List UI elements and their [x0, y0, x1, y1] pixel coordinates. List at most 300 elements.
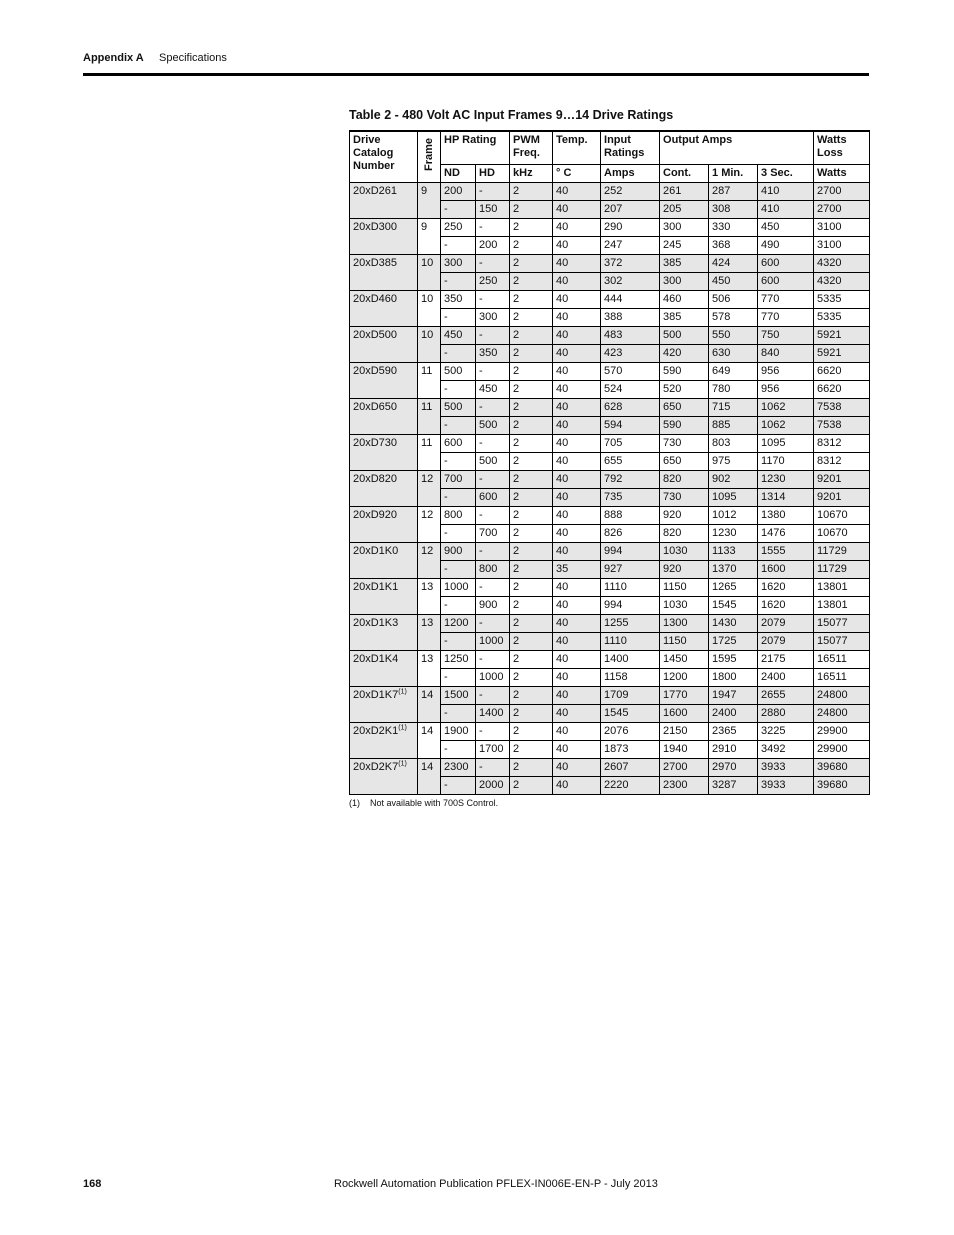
table-cell: 2000	[476, 777, 510, 795]
table-cell: 40	[553, 363, 601, 381]
table-cell: 2700	[814, 183, 870, 201]
table-cell: 500	[441, 363, 476, 381]
table-cell: 730	[660, 435, 709, 453]
table-cell: 2076	[601, 723, 660, 741]
table-cell: 888	[601, 507, 660, 525]
table-cell: 40	[553, 219, 601, 237]
table-cell: 1095	[758, 435, 814, 453]
table-row	[350, 363, 870, 381]
table-cell: 2400	[709, 705, 758, 723]
table-cell: 1770	[660, 687, 709, 705]
table-cell: -	[441, 669, 476, 687]
table-cell: 1030	[660, 597, 709, 615]
cell-frame: 12	[418, 471, 441, 507]
table-cell: 570	[601, 363, 660, 381]
table-cell: 13801	[814, 579, 870, 597]
col-header-temp: Temp.	[553, 131, 601, 165]
table-cell: 2607	[601, 759, 660, 777]
cell-frame: 11	[418, 435, 441, 471]
table-cell: 600	[476, 489, 510, 507]
table-cell: -	[476, 723, 510, 741]
table-cell: 700	[476, 525, 510, 543]
table-cell: -	[476, 435, 510, 453]
table-cell: 975	[709, 453, 758, 471]
table-cell: -	[441, 777, 476, 795]
table-cell: 9201	[814, 489, 870, 507]
table-cell: 300	[441, 255, 476, 273]
table-cell: 40	[553, 255, 601, 273]
cell-catalog: 20xD1K1	[350, 579, 418, 615]
table-cell: 11729	[814, 543, 870, 561]
cell-catalog: 20xD2K1$^{(1)}$	[350, 723, 418, 759]
table-cell: 2	[510, 777, 553, 795]
table-cell: -	[441, 705, 476, 723]
col-header-frame: Frame	[418, 131, 441, 183]
table-cell: 2	[510, 345, 553, 363]
table-cell: 10670	[814, 525, 870, 543]
table-cell: 1110	[601, 579, 660, 597]
table-cell: 290	[601, 219, 660, 237]
table-cell: 1062	[758, 399, 814, 417]
table-cell: 9201	[814, 471, 870, 489]
table-cell: 700	[441, 471, 476, 489]
table-cell: 1158	[601, 669, 660, 687]
table-cell: 1400	[476, 705, 510, 723]
table-cell: 578	[709, 309, 758, 327]
cell-frame: 9	[418, 219, 441, 255]
table-cell: 2	[510, 201, 553, 219]
table-cell: -	[441, 381, 476, 399]
table-cell: 330	[709, 219, 758, 237]
table-cell: 2	[510, 255, 553, 273]
cell-catalog: 20xD385	[350, 255, 418, 291]
table-row	[350, 183, 870, 201]
cell-catalog: 20xD1K0	[350, 543, 418, 579]
cell-frame: 14	[418, 759, 441, 795]
footnote-number: (1)	[349, 798, 360, 808]
table-cell: 994	[601, 543, 660, 561]
cell-frame: 10	[418, 291, 441, 327]
table-cell: 5921	[814, 345, 870, 363]
footnote-ref: (1)	[398, 724, 407, 732]
table-body	[350, 183, 870, 795]
table-cell: 4320	[814, 255, 870, 273]
table-cell: 5921	[814, 327, 870, 345]
table-cell: 956	[758, 363, 814, 381]
cell-frame: 12	[418, 543, 441, 579]
cell-catalog: 20xD920	[350, 507, 418, 543]
table-cell: -	[476, 471, 510, 489]
table-cell: 2400	[758, 669, 814, 687]
table-cell: 1150	[660, 579, 709, 597]
table-cell: -	[476, 183, 510, 201]
table-cell: 1873	[601, 741, 660, 759]
col-header-3sec: 3 Sec.	[758, 165, 814, 183]
table-cell: 308	[709, 201, 758, 219]
cell-catalog: 20xD261	[350, 183, 418, 219]
footnote-ref: (1)	[398, 688, 407, 696]
table-cell: 1545	[709, 597, 758, 615]
table-cell: 2	[510, 723, 553, 741]
table-cell: 1620	[758, 579, 814, 597]
table-cell: 10670	[814, 507, 870, 525]
table-cell: 40	[553, 741, 601, 759]
table-cell: 1600	[758, 561, 814, 579]
cell-catalog: 20xD300	[350, 219, 418, 255]
table-cell: 15077	[814, 633, 870, 651]
table-cell: 450	[758, 219, 814, 237]
table-cell: -	[476, 615, 510, 633]
section-label: Specifications	[159, 52, 227, 64]
table-cell: -	[476, 399, 510, 417]
table-cell: 2	[510, 633, 553, 651]
table-cell: 40	[553, 201, 601, 219]
table-cell: 40	[553, 759, 601, 777]
table-cell: 207	[601, 201, 660, 219]
table-cell: 800	[476, 561, 510, 579]
table-cell: 4320	[814, 273, 870, 291]
table-cell: -	[441, 273, 476, 291]
table-cell: 770	[758, 309, 814, 327]
table-cell: 40	[553, 399, 601, 417]
table-cell: 649	[709, 363, 758, 381]
table-cell: 40	[553, 705, 601, 723]
table-cell: 2700	[660, 759, 709, 777]
table-cell: 600	[758, 273, 814, 291]
col-header-output: Output Amps	[660, 131, 814, 165]
table-cell: 927	[601, 561, 660, 579]
table-cell: 39680	[814, 777, 870, 795]
table-cell: 2300	[441, 759, 476, 777]
table-cell: 444	[601, 291, 660, 309]
header-rule	[83, 73, 869, 76]
cell-frame: 14	[418, 687, 441, 723]
table-cell: -	[441, 309, 476, 327]
table-cell: 1230	[758, 471, 814, 489]
cell-frame: 10	[418, 255, 441, 291]
table-cell: -	[441, 345, 476, 363]
table-cell: 350	[476, 345, 510, 363]
cell-frame: 13	[418, 615, 441, 651]
table-cell: 2	[510, 507, 553, 525]
col-header-khz: kHz	[510, 165, 553, 183]
cell-frame: 11	[418, 399, 441, 435]
table-cell: 2	[510, 435, 553, 453]
table-cell: -	[476, 579, 510, 597]
table-cell: 40	[553, 615, 601, 633]
col-header-amps: Amps	[601, 165, 660, 183]
table-cell: 40	[553, 723, 601, 741]
table-cell: 500	[476, 453, 510, 471]
table-cell: 16511	[814, 669, 870, 687]
table-cell: 1265	[709, 579, 758, 597]
table-cell: -	[476, 651, 510, 669]
table-cell: 2	[510, 381, 553, 399]
table-cell: 750	[758, 327, 814, 345]
table-cell: 247	[601, 237, 660, 255]
table-cell: 2300	[660, 777, 709, 795]
table-cell: 650	[660, 399, 709, 417]
table-cell: 780	[709, 381, 758, 399]
table-cell: -	[441, 201, 476, 219]
table-cell: 520	[660, 381, 709, 399]
table-cell: 205	[660, 201, 709, 219]
table-cell: 40	[553, 273, 601, 291]
table-cell: 2	[510, 417, 553, 435]
table-cell: -	[476, 363, 510, 381]
table-cell: 2880	[758, 705, 814, 723]
table-cell: 1030	[660, 543, 709, 561]
col-header-deg-c: ° C	[553, 165, 601, 183]
col-header-catalog: Drive Catalog Number	[350, 131, 418, 183]
table-cell: 590	[660, 363, 709, 381]
table-cell: 450	[476, 381, 510, 399]
table-cell: 252	[601, 183, 660, 201]
table-cell: 2	[510, 219, 553, 237]
footnote-text: Not available with 700S Control.	[370, 798, 499, 808]
table-cell: 7538	[814, 417, 870, 435]
table-cell: -	[441, 633, 476, 651]
table-cell: 2	[510, 615, 553, 633]
table-cell: 630	[709, 345, 758, 363]
table-row	[350, 687, 870, 705]
table-cell: 300	[660, 273, 709, 291]
table-cell: 3100	[814, 237, 870, 255]
table-caption: Table 2 - 480 Volt AC Input Frames 9…14 Drive Ratings	[349, 108, 674, 122]
table-cell: 423	[601, 345, 660, 363]
table-cell: 2910	[709, 741, 758, 759]
table-cell: 1940	[660, 741, 709, 759]
table-cell: 1000	[476, 669, 510, 687]
table-cell: 1400	[601, 651, 660, 669]
cell-frame: 14	[418, 723, 441, 759]
table-row	[350, 219, 870, 237]
table-cell: 2220	[601, 777, 660, 795]
table-cell: 40	[553, 453, 601, 471]
table-cell: -	[476, 507, 510, 525]
table-cell: 2	[510, 399, 553, 417]
table-cell: 900	[476, 597, 510, 615]
cell-frame: 10	[418, 327, 441, 363]
table-cell: 2	[510, 525, 553, 543]
table-cell: 1555	[758, 543, 814, 561]
table-cell: 1170	[758, 453, 814, 471]
table-cell: 1476	[758, 525, 814, 543]
table-cell: 902	[709, 471, 758, 489]
table-cell: 792	[601, 471, 660, 489]
table-cell: 150	[476, 201, 510, 219]
cell-frame: 9	[418, 183, 441, 219]
table-cell: 483	[601, 327, 660, 345]
table-cell: 1370	[709, 561, 758, 579]
table-cell: 1545	[601, 705, 660, 723]
table-cell: 450	[709, 273, 758, 291]
table-cell: -	[476, 543, 510, 561]
table-cell: 2150	[660, 723, 709, 741]
table-cell: 1800	[709, 669, 758, 687]
table-cell: 820	[660, 471, 709, 489]
table-cell: -	[476, 327, 510, 345]
table-cell: 424	[709, 255, 758, 273]
table-cell: 1095	[709, 489, 758, 507]
table-cell: 2	[510, 309, 553, 327]
table-cell: 40	[553, 579, 601, 597]
table-cell: 40	[553, 489, 601, 507]
table-cell: 2	[510, 579, 553, 597]
cell-catalog: 20xD500	[350, 327, 418, 363]
table-cell: 385	[660, 255, 709, 273]
table-cell: 11729	[814, 561, 870, 579]
table-cell: 388	[601, 309, 660, 327]
drive-ratings-table	[349, 130, 870, 795]
table-row	[350, 579, 870, 597]
table-cell: 2	[510, 741, 553, 759]
table-cell: 1062	[758, 417, 814, 435]
table-cell: 287	[709, 183, 758, 201]
table-cell: 40	[553, 435, 601, 453]
table-cell: 385	[660, 309, 709, 327]
table-cell: 650	[660, 453, 709, 471]
page-number: 168	[83, 1178, 102, 1190]
table-cell: 2	[510, 651, 553, 669]
table-cell: 920	[660, 561, 709, 579]
table-row	[350, 723, 870, 741]
table-cell: -	[476, 255, 510, 273]
table-cell: 2	[510, 669, 553, 687]
col-header-hp-rating: HP Rating	[441, 131, 510, 165]
table-cell: -	[441, 237, 476, 255]
table-cell: 13801	[814, 597, 870, 615]
col-header-hd: HD	[476, 165, 510, 183]
table-cell: 1200	[441, 615, 476, 633]
col-header-nd: ND	[441, 165, 476, 183]
cell-catalog: 20xD590	[350, 363, 418, 399]
table-cell: 1133	[709, 543, 758, 561]
table-cell: 655	[601, 453, 660, 471]
table-cell: 2365	[709, 723, 758, 741]
table-cell: 1012	[709, 507, 758, 525]
table-cell: -	[441, 453, 476, 471]
table-cell: 40	[553, 651, 601, 669]
table-cell: 3933	[758, 759, 814, 777]
table-cell: -	[441, 417, 476, 435]
table-row	[350, 291, 870, 309]
cell-catalog: 20xD1K3	[350, 615, 418, 651]
table-row	[350, 435, 870, 453]
table-cell: 245	[660, 237, 709, 255]
table-cell: 40	[553, 291, 601, 309]
table-cell: 8312	[814, 453, 870, 471]
table-cell: 885	[709, 417, 758, 435]
table-cell: 24800	[814, 705, 870, 723]
table-cell: 590	[660, 417, 709, 435]
table-cell: -	[476, 219, 510, 237]
table-cell: 1700	[476, 741, 510, 759]
table-cell: 3933	[758, 777, 814, 795]
table-cell: 6620	[814, 363, 870, 381]
cell-frame: 13	[418, 579, 441, 615]
table-cell: 5335	[814, 291, 870, 309]
table-cell: 2	[510, 363, 553, 381]
table-cell: 372	[601, 255, 660, 273]
table-cell: 600	[758, 255, 814, 273]
table-cell: 1300	[660, 615, 709, 633]
table-row	[350, 543, 870, 561]
table-row	[350, 471, 870, 489]
table-cell: 1110	[601, 633, 660, 651]
table-cell: 600	[441, 435, 476, 453]
table-cell: 1725	[709, 633, 758, 651]
table-cell: 730	[660, 489, 709, 507]
cell-frame: 13	[418, 651, 441, 687]
cell-catalog: 20xD1K4	[350, 651, 418, 687]
table-cell: 200	[441, 183, 476, 201]
cell-catalog: 20xD460	[350, 291, 418, 327]
table-cell: 410	[758, 201, 814, 219]
table-cell: 800	[441, 507, 476, 525]
table-cell: 920	[660, 507, 709, 525]
table-row	[350, 399, 870, 417]
table-cell: 3100	[814, 219, 870, 237]
table-cell: 40	[553, 777, 601, 795]
table-cell: 1000	[441, 579, 476, 597]
table-cell: 2	[510, 687, 553, 705]
table-cell: -	[476, 687, 510, 705]
table-cell: 2	[510, 543, 553, 561]
col-header-1min: 1 Min.	[709, 165, 758, 183]
table-cell: 250	[476, 273, 510, 291]
footnote-ref: (1)	[398, 760, 407, 768]
table-cell: 1430	[709, 615, 758, 633]
table-cell: 1709	[601, 687, 660, 705]
table-row	[350, 255, 870, 273]
table-cell: 302	[601, 273, 660, 291]
table-cell: 500	[476, 417, 510, 435]
table-cell: 500	[660, 327, 709, 345]
cell-catalog: 20xD650	[350, 399, 418, 435]
table-row	[350, 327, 870, 345]
table-cell: 368	[709, 237, 758, 255]
table-cell: 956	[758, 381, 814, 399]
table-cell: 7538	[814, 399, 870, 417]
table-cell: 420	[660, 345, 709, 363]
table-cell: 803	[709, 435, 758, 453]
table-cell: 1230	[709, 525, 758, 543]
table-cell: 39680	[814, 759, 870, 777]
table-cell: 40	[553, 525, 601, 543]
table-cell: 350	[441, 291, 476, 309]
table-cell: 40	[553, 345, 601, 363]
table-cell: 35	[553, 561, 601, 579]
col-header-pwm: PWM Freq.	[510, 131, 553, 165]
table-cell: 40	[553, 417, 601, 435]
table-cell: 826	[601, 525, 660, 543]
col-header-cont: Cont.	[660, 165, 709, 183]
table-cell: 2	[510, 273, 553, 291]
table-cell: 2079	[758, 615, 814, 633]
table-cell: 1000	[476, 633, 510, 651]
table-cell: -	[476, 759, 510, 777]
table-cell: -	[441, 561, 476, 579]
table-cell: 1450	[660, 651, 709, 669]
table-cell: -	[441, 489, 476, 507]
table-cell: 500	[441, 399, 476, 417]
col-header-input: Input Ratings	[601, 131, 660, 165]
table-cell: 715	[709, 399, 758, 417]
cell-catalog: 20xD820	[350, 471, 418, 507]
table-cell: 200	[476, 237, 510, 255]
table-cell: -	[476, 291, 510, 309]
